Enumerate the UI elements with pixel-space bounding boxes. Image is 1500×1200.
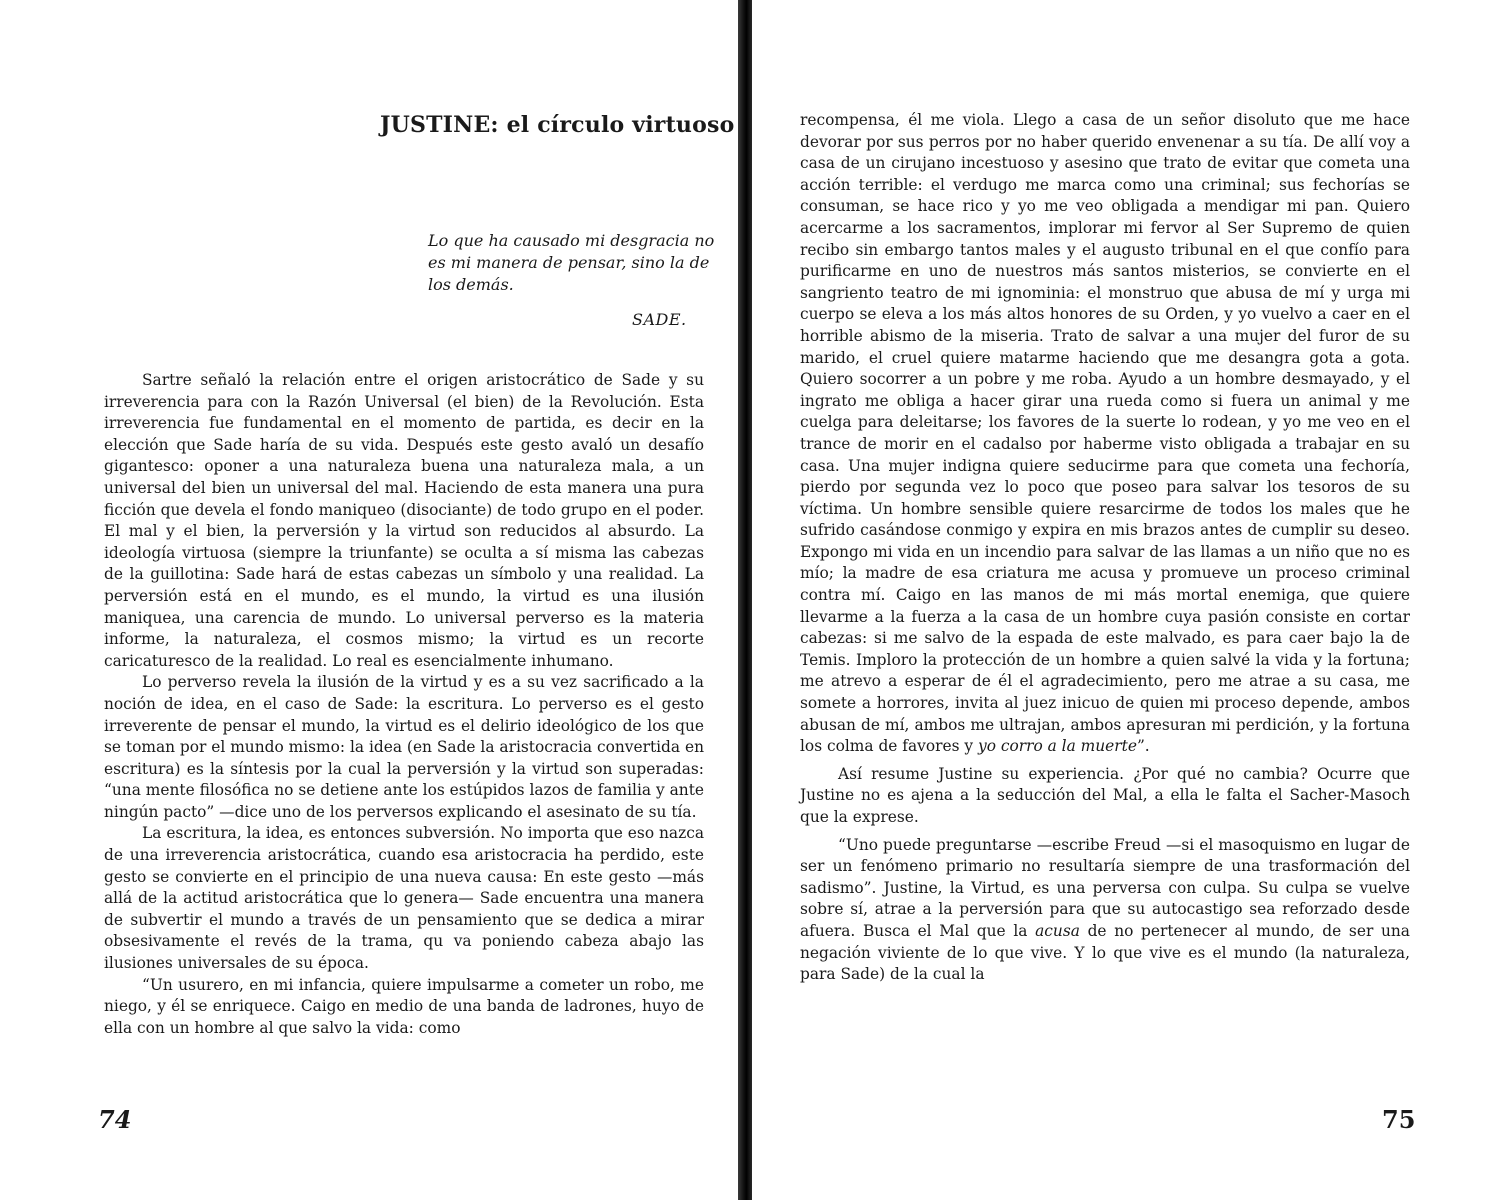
paragraph: Sartre señaló la relación entre el origen aristocrático de Sade y su irreverencia para con la Razón Universal (el bien) de la Revolución. Esta irreverencia fue fundamental en el momento de partida, es decir en la elección que Sade haría de su vida. Después este gesto avaló un desafío gigantesco: oponer a una naturaleza buena una naturaleza mala, a un universal del bien un universal del mal. Haciendo de esta manera una pura ficción que devela el fondo maniqueo (disociante) de todo grupo en el poder. El mal y el bien, la perversión y la virtud son reducidos al absurdo. La ideología virtuosa (siempre la triunfante) se oculta a sí misma las cabezas de la guillotina: Sade hará de estas cabezas un símbolo y una realidad. La perversión está en el mundo, es el mundo, la virtud es una ilusión maniquea, una carencia de mundo. Lo universal perverso es la materia informe, la naturaleza, el cosmos mismo; la virtud es un recorte caricaturesco de la realidad. Lo real es esencialmente inhumano. [104, 371, 704, 670]
paragraph [800, 110, 1410, 758]
left-body-text [104, 370, 704, 1039]
paragraph-text: de no pertenecer al mundo, de ser una negación viviente de lo que vive. Y lo que vive es el mundo (la naturaleza, para Sade) de la cual la [800, 921, 1410, 984]
paragraph: “Un usurero, en mi infancia, quiere impulsarme a cometer un robo, me niego, y él se enriquece. Caigo en medio de una banda de ladrones, huyo de ella con un hombre al que salvo la vida: como [104, 975, 704, 1037]
paragraph: La escritura, la idea, es entonces subversión. No importa que eso nazca de una irreverencia aristocrática, cuando esa aristocracia ha perdido, este gesto se convierte en el principio de una nueva causa: En este gesto —más allá de la actitud aristocrática que lo genera— Sade encuentra una manera de subvertir el mundo a través de un pensamiento que se dedica a mirar obsesivamente el revés de la trama, qu va poniendo cabeza abajo las ilusiones universales de su época. [104, 824, 704, 973]
italic-word: acusa [1035, 921, 1080, 940]
epigraph-author: SADE. [632, 310, 687, 329]
page-number-right: 75 [1382, 1105, 1416, 1134]
paragraph: Lo perverso revela la ilusión de la virtud y es a su vez sacrificado a la noción de idea, en el caso de Sade: la escritura. Lo perverso es el gesto irreverente de pensar el mundo, la virtud es el delirio ideológico de los que se toman por el mundo mismo: la idea (en Sade la aristocracia convertida en escritura) es la síntesis por la cual la perversión y la virtud son superadas: “una mente filosófica no se detiene ante los estúpidos lazos de familia y ante ningún pacto” —dice uno de los perversos explicando el asesinato de su tía. [104, 673, 704, 821]
chapter-title: JUSTINE: el círculo virtuoso [380, 112, 735, 138]
quote-close: ”. [1136, 737, 1150, 756]
page-number-left: 74 [98, 1105, 132, 1134]
left-page [0, 0, 738, 1200]
right-body-text [800, 110, 1410, 986]
right-page [752, 0, 1500, 1200]
paragraph: Así resume Justine su experiencia. ¿Por qué no cambia? Ocurre que Justine no es ajena a la seducción del Mal, a ella le falta el Sacher-Masoch que la exprese. [800, 764, 1410, 826]
italic-phrase: yo corro a la muerte [978, 737, 1137, 756]
paragraph-text: “Uno puede preguntarse —escribe Freud —si el masoquismo en lugar de ser un fenómeno primario no resultaría siempre de una trasformación del sadismo”. Justine, la Virtud, es una perversa con culpa. Su culpa se vuelve sobre sí, atrae a la perversión para que su autocastigo sea reforzado desde afuera. Busca el Mal que la [800, 835, 1410, 940]
paragraph-text: recompensa, él me viola. Llego a casa de un señor disoluto que me hace devorar por sus perros por no haber querido envenenar a su tía. De allí voy a casa de un cirujano incestuoso y asesino que trato de evitar que cometa una acción terrible: el verdugo me marca como una criminal; sus fechorías se consuman, se hace rico y yo me veo obligada a mendigar mi pan. Quiero acercarme a los sacramentos, implorar mi fervor al Ser Supremo de quien recibo sin embargo tantos males y el augusto tribunal en el que confío para purificarme en uno de nuestros más santos misterios, se convierte en el sangriento teatro de mi ignominia: el monstruo que abusa de mí y urga mi cuerpo se eleva a los más altos honores de su Orden, y yo vuelvo a caer en el horrible abismo de la miseria. Trato de salvar a una mujer del furor de su marido, el cruel quiere matarme haciendo que me desangra gota a gota. Quiero socorrer a un pobre y me roba. Ayudo a un hombre desmayado, y el ingrato me obliga a hacer girar una rueda como si fuera un animal y me cuelga para deleitarse; los favores de la suerte lo rodean, y yo me veo en el trance de morir en el cadalso por haberme visto obligada a trabajar en su casa. Una mujer indigna quiere seducirme para que cometa una fechoría, pierdo por segunda vez lo poco que poseo para salvar los tesoros de su víctima. Un hombre sensible quiere resarcirme de todos los males que he sufrido casándose conmigo y expira en mis brazos antes de cumplir su deseo. Expongo mi vida en un incendio para salvar de las llamas a un niño que no es mío; la madre de esa criatura me acusa y promueve un proceso criminal contra mí. Caigo en las manos de mi más mortal enemiga, que quiere llevarme a la fuerza a la casa de un hombre cuya pasión consiste en cortar cabezas: si me salvo de la espada de este malvado, es para caer bajo la de Temis. Imploro la protección de un hombre a quien salvé la vida y la fortuna; me atrevo a esperar de él el agradecimiento, pero me atrae a su casa, me somete a horrores, invita al juez inicuo de quien mi proceso depende, ambos abusan de mí, ambos me ultrajan, ambos apresuran mi perdición, y la fortuna los colma de favores y [800, 111, 1410, 756]
book-gutter [738, 0, 752, 1200]
epigraph-text: Lo que ha causado mi desgracia no es mi manera de pensar, sino la de los demás. [428, 231, 715, 294]
paragraph [800, 835, 1410, 986]
